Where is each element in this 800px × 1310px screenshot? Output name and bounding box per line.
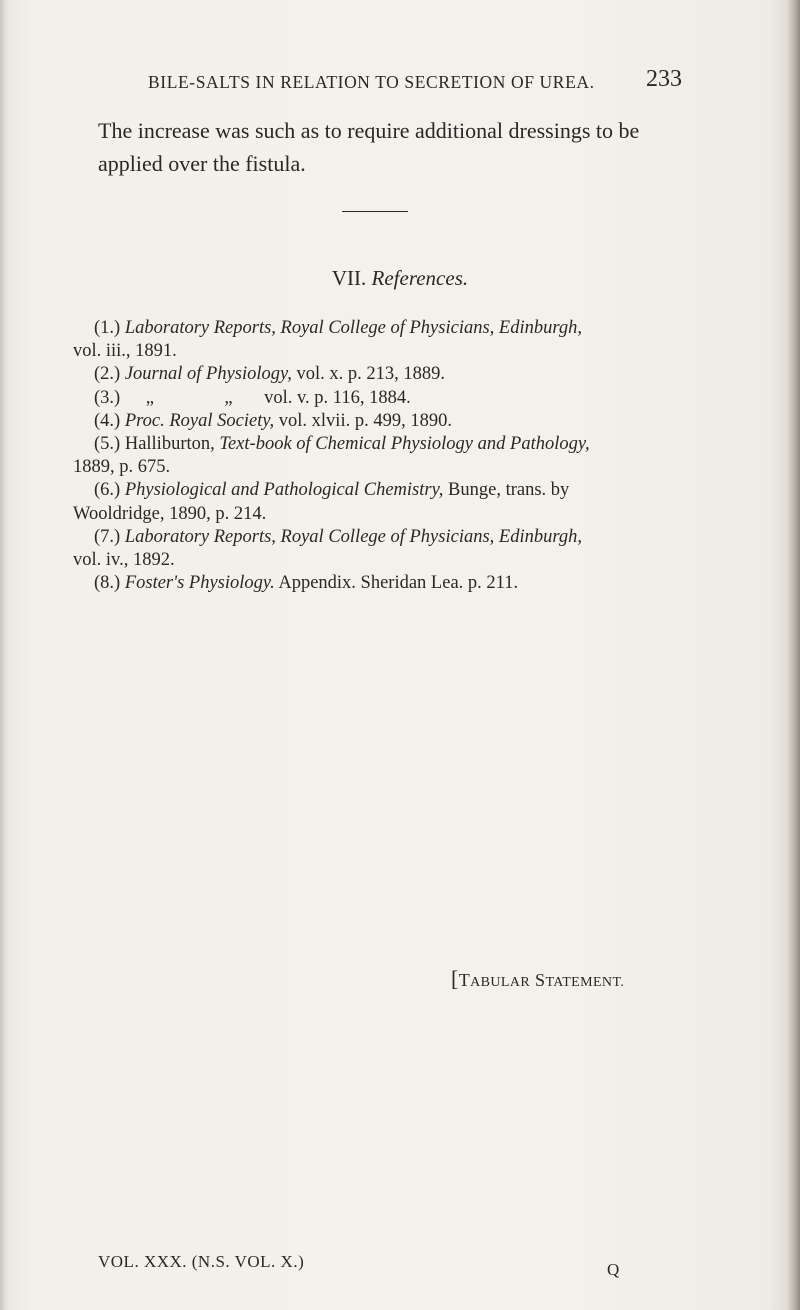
reference-title: Text-book of Chemical Physiology and Pathology, bbox=[219, 434, 590, 455]
reference-details: 1889, p. 675. bbox=[73, 457, 171, 478]
intro-line-2: applied over the fistula. bbox=[98, 151, 306, 176]
reference-title: Laboratory Reports, Royal College of Physicians, Edinburgh, bbox=[124, 526, 582, 547]
reference-details: Bunge, trans. by bbox=[448, 480, 570, 501]
reference-title: Physiological and Pathological Chemistry, bbox=[124, 480, 444, 501]
reference-details: vol. xlvii. p. 499, 1890. bbox=[278, 410, 452, 431]
continuation-bracket: [ bbox=[451, 966, 459, 991]
page-right-edge bbox=[786, 0, 800, 1310]
footer-volume-signature: VOL. XXX. (N.S. VOL. X.) bbox=[98, 1252, 305, 1271]
reference-number: (1.) bbox=[94, 318, 121, 338]
reference-item-6 bbox=[73, 479, 753, 525]
reference-item-7 bbox=[73, 526, 753, 572]
reference-item-2 bbox=[73, 363, 753, 386]
reference-details: vol. v. p. 116, 1884. bbox=[264, 387, 411, 408]
reference-item-1 bbox=[73, 317, 753, 363]
footer-sheet-mark: Q bbox=[607, 1260, 620, 1279]
section-title: References. bbox=[371, 266, 469, 290]
section-heading bbox=[0, 266, 800, 291]
reference-list bbox=[73, 317, 753, 595]
reference-number: (2.) bbox=[94, 364, 121, 385]
page-number: 233 bbox=[646, 66, 682, 92]
continuation-note bbox=[451, 966, 624, 992]
section-number: VII. bbox=[331, 266, 367, 290]
reference-details: vol. x. p. 213, 1889. bbox=[296, 364, 445, 385]
reference-title: Laboratory Reports, Royal College of Physicians, Edinburgh, bbox=[124, 318, 582, 338]
reference-number: (8.) bbox=[94, 573, 121, 594]
reference-item-4 bbox=[73, 410, 753, 433]
intro-paragraph bbox=[98, 114, 738, 180]
reference-details: vol. iii., 1891. bbox=[73, 341, 177, 362]
ditto-mark: „ bbox=[224, 387, 233, 408]
reference-title: Journal of Physiology, bbox=[124, 364, 292, 385]
continuation-t-cap: T bbox=[458, 970, 471, 990]
reference-details-continued: Wooldridge, 1890, p. 214. bbox=[73, 503, 267, 524]
reference-item-5 bbox=[73, 433, 753, 479]
continuation-s-cap: S bbox=[535, 970, 546, 990]
running-head-title: BILE-SALTS IN RELATION TO SECRETION OF UREA. bbox=[148, 72, 595, 92]
reference-title: Proc. Royal Society, bbox=[124, 410, 275, 431]
continuation-t-rest: ABULAR bbox=[470, 975, 531, 990]
page-left-edge bbox=[0, 0, 6, 1310]
reference-item-8 bbox=[73, 572, 753, 595]
running-head bbox=[0, 66, 800, 96]
continuation-s-rest: TATEMENT. bbox=[545, 975, 625, 990]
reference-number: (7.) bbox=[94, 526, 121, 547]
reference-number: (6.) bbox=[94, 480, 121, 501]
reference-details: vol. iv., 1892. bbox=[73, 550, 175, 571]
reference-number: (4.) bbox=[94, 410, 121, 431]
reference-author: Halliburton, bbox=[124, 434, 215, 455]
reference-number: (3.) bbox=[94, 387, 121, 408]
reference-title: Foster's Physiology. bbox=[124, 573, 275, 594]
reference-details: Appendix. Sheridan Lea. p. 211. bbox=[278, 573, 519, 594]
reference-item-3 bbox=[73, 387, 753, 410]
ditto-mark: „ bbox=[145, 387, 154, 408]
reference-number: (5.) bbox=[94, 434, 121, 455]
section-divider-rule bbox=[342, 211, 408, 212]
intro-line-1: The increase was such as to require additional dressings to be bbox=[98, 118, 640, 143]
